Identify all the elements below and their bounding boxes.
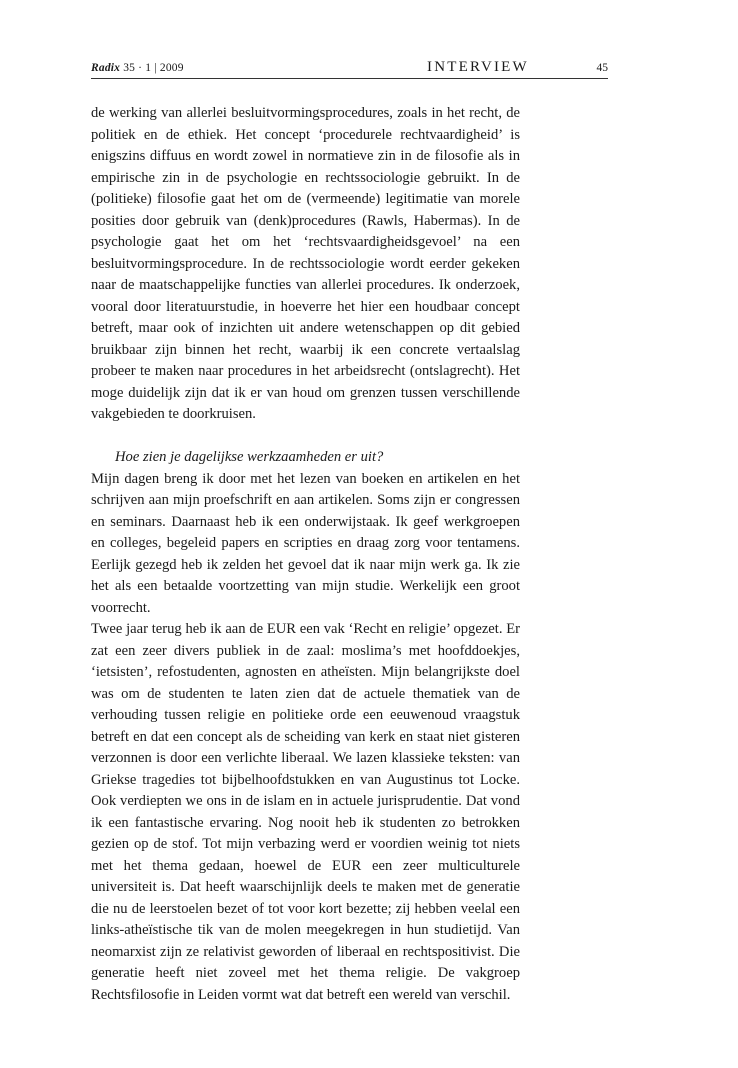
- running-header: [91, 60, 608, 80]
- journal-citation: [91, 62, 184, 74]
- section-title: INTERVIEW: [427, 59, 529, 75]
- body-paragraph: Mijn dagen breng ik door met het lezen van boeken en artikelen en het schrijven aan mijn proefschrift en aan artikelen. Soms zijn er congressen en seminars. Daarnaast heb ik een onderwijstaak. Ik geef werkgroepen en colleges, begeleid papers en scripties en draag zorg voor tentamens. Eerlijk gezegd heb ik zelden het gevoel dat ik naar mijn werk ga. Ik zie het als een betaalde voortzetting van mijn studie. Werkelijk een groot voorrecht.: [91, 470, 520, 616]
- interview-question: Hoe zien je dagelijkse werkzaamheden er uit?: [115, 449, 384, 465]
- journal-issue: 35 · 1 | 2009: [123, 62, 184, 74]
- journal-name: Radix: [91, 62, 121, 74]
- article-body: [91, 103, 520, 1006]
- page-number: 45: [596, 62, 608, 74]
- header-divider: [91, 78, 608, 79]
- body-paragraph: de werking van allerlei besluitvormingsprocedures, zoals in het recht, de politiek en de ethiek. Het concept ‘procedurele rechtvaardigheid’ is enigszins diffuus en wordt zowel in normatieve zin in de filosofie als in empirische zin in de psychologie en rechtssociologie gebruikt. In de (politieke) filosofie gaat het om de (vermeende) legitimatie van morele posities door gebruik van (denk)procedures (Rawls, Habermas). In de psychologie gaat het om het ‘rechtsvaardigheidsgevoel’ na een besluitvormingsprocedure. In de rechtssociologie wordt eerder gekeken naar de maatschappelijke functies van allerlei procedures. Ik onderzoek, vooral door literatuurstudie, in hoeverre het hier een houdbaar concept betreft, maar ook of inzichten uit andere wetenschappen op dit gebied bruikbaar zijn binnen het recht, waarbij ik een concrete vertaalslag probeer te maken naar procedures in het arbeidsrecht (ontslagrecht). Het moge duidelijk zijn dat ik er van houd om grenzen tussen verschillende vakgebieden te doorkruisen.: [91, 105, 520, 422]
- body-paragraph: Twee jaar terug heb ik aan de EUR een vak ‘Recht en religie’ opgezet. Er zat een zeer divers publiek in de zaal: moslima’s met hoofddoekjes, ‘ietsisten’, refostudenten, agnosten en atheïsten. Mijn belangrijkste doel was om de studenten te laten zien dat de actuele thematiek van de verhouding tussen religie en politieke orde een eeuwenoud vraagstuk betreft en dat een concept als de scheiding van kerk en staat niet gisteren verzonnen is door een verlichte liberaal. We lazen klassieke teksten: van Griekse tragedies tot bijbelhoofdstukken en van Augustinus tot Locke. Ook verdiepten we ons in de islam en in actuele jurisprudentie. Dat vond ik een fantastische ervaring. Nog nooit heb ik studenten zo betrokken gezien op de stof. Tot mijn verbazing werd er voordien weinig tot niets met het thema gedaan, hoewel de EUR een zeer multiculturele universiteit is. Dat heeft waarschijnlijk deels te maken met de generatie die nu de leerstoelen bezet of tot voor kort bezette; zij hebben veelal een links-atheïstische tik van de molen meegekregen in hun studietijd. Van neomarxist zijn ze relativist geworden of liberaal en rechtspositivist. Die generatie heeft niet zoveel met het thema religie. De vakgroep Rechtsfilosofie in Leiden vormt wat dat betreft een wereld van verschil.: [91, 621, 520, 1003]
